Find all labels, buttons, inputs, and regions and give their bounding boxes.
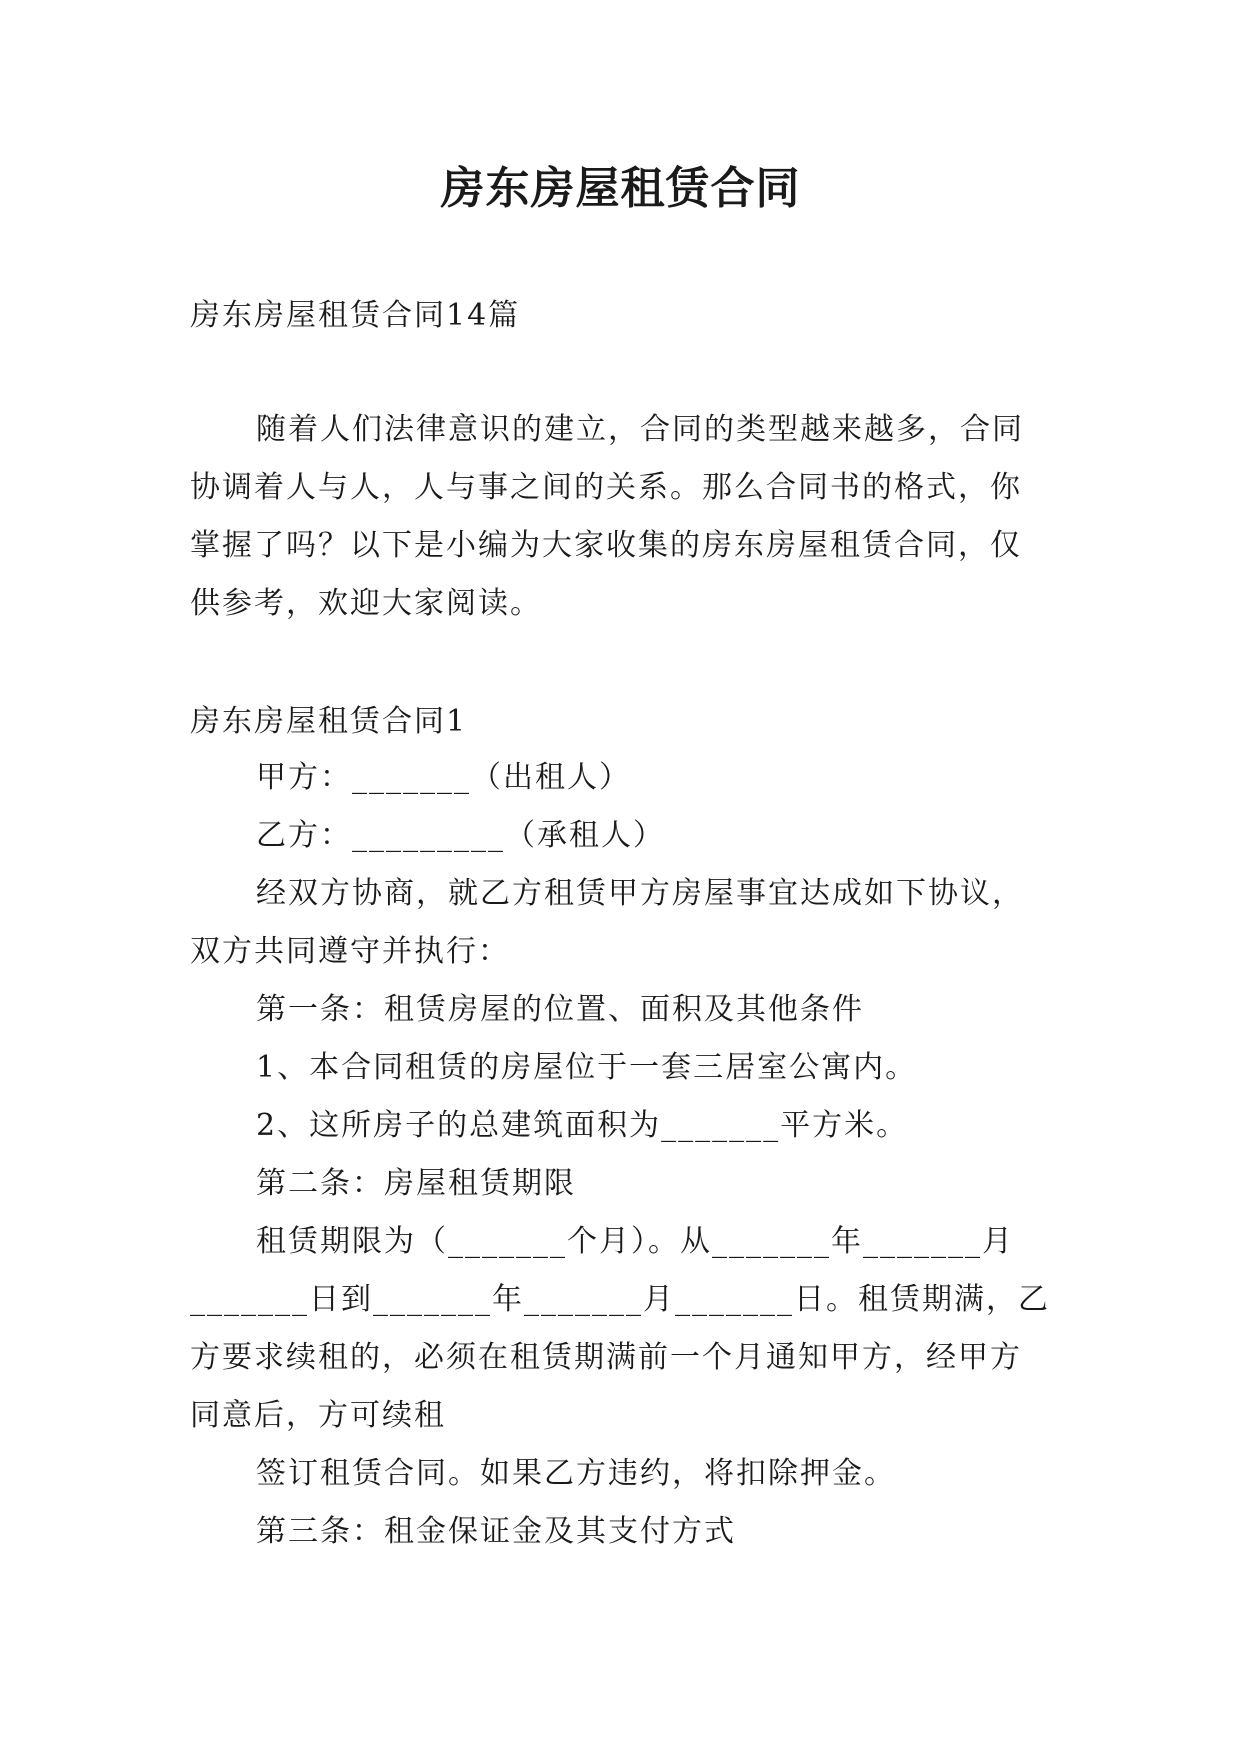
clause-line: 1、本合同租赁的房屋位于一套三居室公寓内。 [256,1050,918,1085]
intro-line: 供参考，欢迎大家阅读。 [190,586,542,621]
body-line: 同意后，方可续租 [190,1398,446,1433]
body-line: _______日到_______年_______月_______日。租赁期满，乙 [190,1282,1050,1317]
party-b-line: 乙方：_________（承租人） [256,818,665,853]
intro-line: 随着人们法律意识的建立，合同的类型越来越多，合同 [256,412,1024,447]
party-a-line: 甲方：_______（出租人） [256,760,631,795]
body-line: 双方共同遵守并执行： [190,934,510,969]
body-line: 经双方协商，就乙方租赁甲方房屋事宜达成如下协议， [256,876,1024,911]
clause-line: 2、这所房子的总建筑面积为_______平方米。 [256,1108,909,1143]
document-title: 房东房屋租赁合同 [440,163,801,214]
intro-line: 协调着人与人，人与事之间的关系。那么合同书的格式，你 [190,470,1022,505]
body-line: 方要求续租的，必须在租赁期满前一个月通知甲方，经甲方 [190,1340,1022,1375]
intro-line: 掌握了吗？以下是小编为大家收集的房东房屋租赁合同，仅 [190,528,1022,563]
document-subtitle: 房东房屋租赁合同14篇 [190,298,521,333]
article-heading: 第二条：房屋租赁期限 [256,1166,576,1201]
body-line: 租赁期限为（_______个月）。从_______年_______月 [256,1224,1014,1259]
article-heading: 第一条：租赁房屋的位置、面积及其他条件 [256,992,864,1027]
article-heading: 第三条：租金保证金及其支付方式 [256,1514,736,1549]
body-line: 签订租赁合同。如果乙方违约，将扣除押金。 [256,1456,896,1491]
section-heading: 房东房屋租赁合同1 [190,704,468,739]
